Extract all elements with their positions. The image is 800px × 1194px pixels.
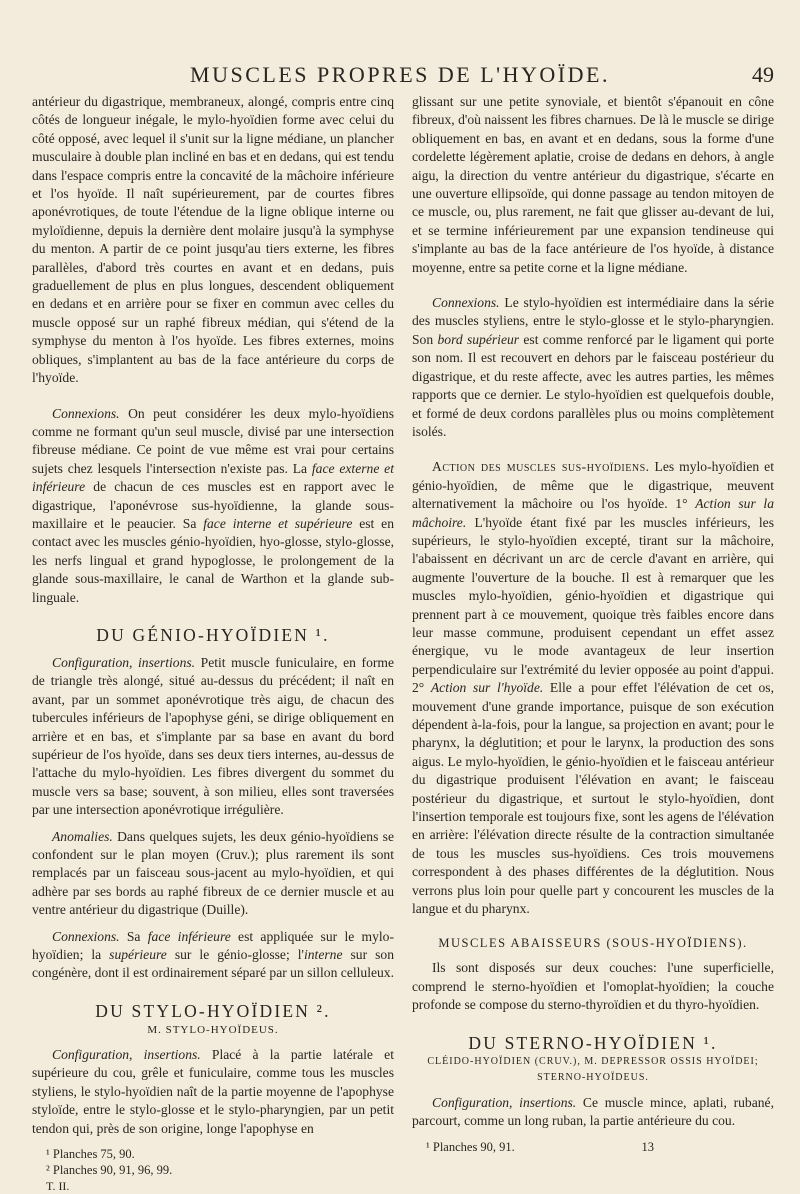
paragraph: Ils sont disposés sur deux couches: l'une superficielle, comprend le sterno-hyoïdien et l'omoplat-hyoïdien; la couche profonde se compose du sterno-thyroïdien et du thyro-hyoïdien. [412, 960, 774, 1013]
paragraph-configuration: Configuration, insertions. Placé à la partie latérale et supérieure du cou, grêle et funiculaire, comme tous les muscles styliens, le stylo-hyoïdien naît de la partie moyenne de l'apophyse styloïde, entre le stylo-glosse et le stylo-pharyngien, par un petit tendon qui, près de son origine, longe l'apophyse en [32, 1046, 394, 1136]
paragraph-configuration: Configuration, insertions. Petit muscle funiculaire, en forme de triangle très alongé, situé au-dessus du précédent; il naît en avant, par un sommet aponévrotique très aigu, de chacun des tubercules inférieurs de l'apophyse géni, se dirige obliquement en arrière et en bas, et s'implante par sa base en avant du bord supérieur de l'os hyoïde, dans ses deux tiers internes, au-dessus de l'attache du mylo-hyoïdien. Les fibres divergent du sommet du muscle vers sa base; souvent, à son milieu, elles sont traversées par une intersection aponévrotique irrégulière. [32, 654, 394, 818]
left-column [32, 93, 394, 1194]
signature-mark: 13 [641, 1139, 654, 1154]
footnote-row [412, 1139, 774, 1155]
running-header [0, 62, 800, 94]
page-number: 49 [752, 62, 774, 87]
footnote: ¹ Planches 90, 91. [426, 1139, 515, 1154]
footnote: ¹ Planches 75, 90. [46, 1146, 135, 1161]
paragraph: antérieur du digastrique, membraneux, alongé, compris entre cinq côtés de longueur inégale, le mylo-hyoïdien forme avec celui du côté opposé, avec lequel il s'unit sur la ligne médiane, un plancher musculaire à double plan incliné en bas et en dedans, qui est tendu dans l'espace compris entre la concavité de la mâchoire inférieure et l'os hyoïde. Il naît supérieurement, par de courtes fibres aponévrotiques, de toute l'étendue de la ligne oblique interne ou myloïdienne, depuis la dernière dent molaire jusqu'à la symphyse du menton. A partir de ce point jusqu'au tiers externe, les fibres parallèles, d'abord très courtes en avant et en dedans, puis graduellement de plus en plus longues, descendent obliquement en dedans et en arrière pour se fixer en commun avec celles du muscle opposé sur un raphé fibreux médian, qui s'étend de la symphyse du menton à l'os hyoïde. Les fibres externes, moins obliques, s'implantent au bas de la face antérieure du corps de l'hyoïde. [32, 94, 394, 386]
paragraph-connexions: Connexions. Le stylo-hyoïdien est intermédiaire dans la série des muscles styliens, entre le stylo-glosse et le stylo-pharyngien. Son bord supérieur est comme renforcé par le ligament qui porte son nom. Il est recouvert en dehors par le faisceau postérieur du digastrique, et du reste affecte, avec les autres parties, les mêmes rapports que ce dernier. Le stylo-hyoïdien est quelquefois double, et formé de deux cordons parallèles plus ou moins complètement isolés. [412, 295, 774, 439]
section-heading-genio-hyoidien: DU GÉNIO-HYOÏDIEN ¹. [96, 624, 330, 645]
section-subheading: CLÉIDO-HYOÏDIEN (CRUV.), M. DEPRESSOR OSSIS HYOÏDEI; STERNO-HYOÏDEUS. [427, 1055, 759, 1083]
paragraph-connexions: Connexions. On peut considérer les deux mylo-hyoïdiens comme ne formant qu'un seul muscle, divisé par une intersection fibreuse médiane. Ce point de vue même est vrai pour certains sujets chez lesquels l'intersection n'existe pas. La face externe et inférieure de chacun de ces muscles est en rapport avec le digastrique, l'aponévrose sus-hyoïdienne, la glande sous-maxillaire et le peaucier. Sa face interne et supérieure est en contact avec les muscles génio-hyoïdien, hyo-glosse, stylo-glosse, les nerfs lingual et grand hypoglosse, le prolongement de la glande sous-maxillaire, le canal de Warthon et la glande sub-linguale. [32, 405, 394, 605]
section-heading-sterno-hyoidien: DU STERNO-HYOÏDIEN ¹. [468, 1032, 718, 1053]
paragraph-configuration: Configuration, insertions. Ce muscle mince, aplati, rubané, parcourt, comme un long ruban, la partie antérieure du cou. [412, 1094, 774, 1129]
footnote: ² Planches 90, 91, 96, 99. [46, 1162, 173, 1177]
paragraph: glissant sur une petite synoviale, et bientôt s'épanouit en cône fibreux, d'où naissent les fibres charnues. De là le muscle se dirige obliquement en bas, en avant et en dedans, sous la forme d'une cordelette légèrement aplatie, croise de dedans en dehors, à angle aigu, la direction du ventre antérieur du digastrique, s'écarte en une ouverture ellipsoïde, qui donne passage au tendon mitoyen de ce muscle, ou, plus rarement, ne fait que glisser au-devant de lui, et se termine inférieurement par une expansion tendineuse qui s'implante au bas de la face antérieure de l'os hyoïde, à distance moyenne, entre sa petite corne et la ligne médiane. [412, 94, 774, 275]
right-column [412, 93, 774, 1155]
paragraph-connexions: Connexions. Sa face inférieure est appliquée sur le mylo-hyoïdien; la supérieure sur le génio-glosse; l'interne sur son congénère, dont il est ordinairement séparé par un sillon celluleux. [32, 928, 395, 981]
paragraph-action: Action des muscles sus-hyoïdiens. Les mylo-hyoïdien et génio-hyoïdien, de même que le digastrique, meuvent alternativement la mâchoire ou l'os hyoïde. 1° Action sur la mâchoire. L'hyoïde étant fixé par les muscles inférieurs, les supérieurs, le stylo-hyoïdien excepté, tirant sur la mâchoire, l'abaissent en décrivant un arc de cercle d'avant en arrière, qui augmente l'ouverture de la bouche. Il est à remarquer que les muscles mylo-hyoïdien, génio-hyoïdien et digastrique qui prennent part à ce mouvement, quoique très faibles encore dans leur masse commune, produisent cependant un effet assez énergique, vu le mode avantageux de leur insertion perpendiculaire sur l'extrémité du levier opposée au point d'appui. 2° Action sur l'hyoïde. Elle a pour effet l'élévation de cet os, mouvement d'une grande importance, puisque de son exécution dépendent à-la-fois, pour la langue, sa projection en avant; pour le pharynx, la déglutition; et pour le larynx, la production des sons aigus. Le mylo-hyoïdien, le génio-hyoïdien et le faisceau antérieur du digastrique produisent l'élévation en avant; le faisceau postérieur du digastrique, et surtout le stylo-hyoïdien, dont l'insertion temporale est toujours fixe, sont les agens de l'élévation en arrière: l'élévation directe résulte de la contraction simultanée de tous les muscles sus-hyoïdiens. Ces trois mouvemens correspondent à des phases différentes de la déglutition. Nous verrons plus loin pour quelle part y concourent les muscles de la langue et du pharynx. [412, 459, 775, 917]
signature-mark: T. II. [46, 1178, 70, 1193]
section-heading-muscles-abaisseurs: MUSCLES ABAISSEURS (SOUS-HYOÏDIENS). [438, 936, 748, 951]
section-heading-stylo-hyoidien: DU STYLO-HYOÏDIEN ². [95, 1000, 331, 1021]
lead-term: Connexions. [52, 405, 120, 421]
paragraph-anomalies: Anomalies. Dans quelques sujets, les deux génio-hyoïdiens se confondent sur le plan moyen (Cruv.); plus rarement ils sont remplacés par un faisceau sous-jacent au mylo-hyoïdien, et qui adhère par ses bords au raphé fibreux de ce dernier muscle et au ventre antérieur du digastrique (Duille). [32, 828, 394, 918]
section-subheading: M. STYLO-HYOÏDEUS. [147, 1023, 279, 1036]
running-title: MUSCLES PROPRES DE L'HYOÏDE. [190, 62, 610, 87]
